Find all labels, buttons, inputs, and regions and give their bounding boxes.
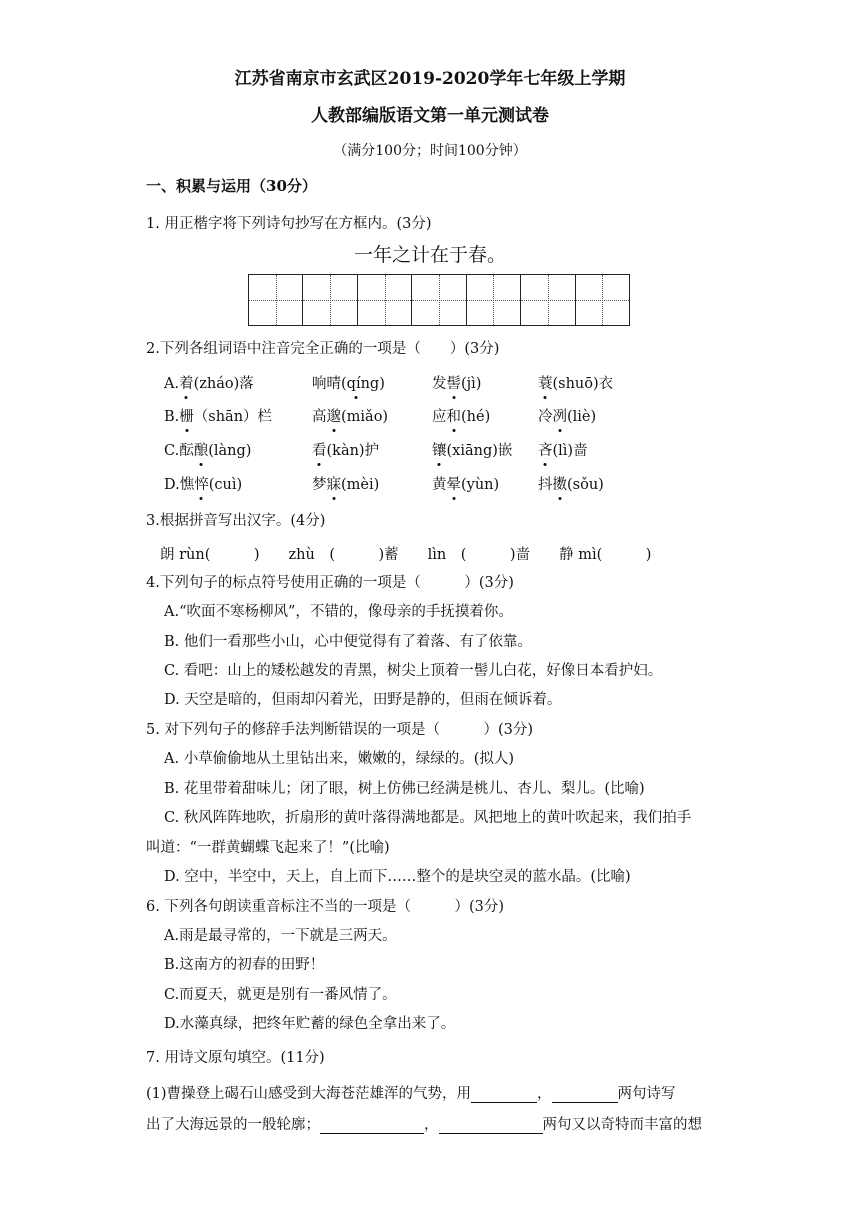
grid-cell[interactable]: [358, 275, 412, 325]
q6-option-c: C.而夏天，就更是别有一番风情了。: [164, 987, 397, 1003]
q4-option-d: D. 天空是暗的，但雨却闪着光，田野是静的，但雨在倾诉着。: [164, 692, 562, 708]
question-5: 5. 对下列句子的修辞手法判断错误的一项是（ ）(3分): [146, 722, 533, 738]
grid-cell[interactable]: [576, 275, 629, 325]
question-7: 7. 用诗文原句填空。(11分): [146, 1050, 325, 1066]
grid-cell[interactable]: [303, 275, 357, 325]
q7-part1-line1: (1)曹操登上碣石山感受到大海苍茫雄浑的气势，用 ， 两句诗写: [146, 1086, 676, 1102]
question-3: 3.根据拼音写出汉字。(4分): [146, 513, 326, 529]
grid-cell[interactable]: [521, 275, 575, 325]
q5-option-a: A. 小草偷偷地从土里钻出来，嫩嫩的，绿绿的。(拟人): [164, 751, 515, 767]
question-2: 2.下列各组词语中注音完全正确的一项是（ ）(3分): [146, 341, 500, 357]
exam-page: 江苏省南京市玄武区2019-2020学年七年级上学期 人教部编版语文第一单元测试卷 （满分100分；时间100分钟） 一、积累与运用（30分） 1. 用正楷字将下列诗句抄写在方框内。(3分) 一年之计在于春。 2.下列各组词语中注音完全正确的一项是（ ）(3分) A.着(zháo)落 响晴(qíng) 发髻(jì) 蓑(shuō)衣 B.栅（shān）栏 高邈(miǎo) 应和(hé) 冷冽(liè) C.酝酿(làng) 看(kàn)护 镶(xiāng)嵌 吝(lì)啬 D.憔悴(cuì) 梦寐(mèi) 黄晕(yùn) 抖擞(sǒu) 3.根据拼音写出汉字。(4分) 朗 rùn( ) zhù ( )蓄 lìn ( )啬 静 mì( ) 4.下列句子的标点符号使用正确的一项是（ ）(3分) A.“吹面不寒杨柳风”，不错的，像母亲的手抚摸着你。 B. 他们一看那些小山，心中便觉得有了着落、有了依靠。 C. 看吧：山上的矮松越发的青黑，树尖上顶着一髻儿白花，好像日本看护妇。 D. 天空是暗的，但雨却闪着光，田野是静的，但雨在倾诉着。 5. 对下列句子的修辞手法判断错误的一项是（ ）(3分) A. 小草偷偷地从土里钻出来，嫩嫩的，绿绿的。(拟人) B. 花里带着甜味儿；闭了眼，树上仿佛已经满是桃儿、杏儿、梨儿。(比喻) C. 秋风阵阵地吹，折扇形的黄叶落得满地都是。风把地上的黄叶吹起来，我们拍手 叫道：“一群黄蝴蝶飞起来了！”(比喻) D. 空中，半空中，天上，自上而下……整个的是块空灵的蓝水晶。(比喻) 6. 下列各句朗读重音标注不当的一项是（ ）(3分) A.雨是最寻常的，一下就是三两天。 B.这南方的初春的田野！ C.而夏天，就更是别有一番风情了。 D.水藻真绿，把终年贮蓄的绿色全拿出来了。 7. 用诗文原句填空。(11分) (1)曹操登上碣石山感受到大海苍茫雄浑的气势，用 ， 两句诗写 出了大海远景的一般轮廓； ， 两句又以奇特而丰富的想: [0, 0, 860, 1216]
writing-grid[interactable]: [248, 274, 630, 326]
grid-cell[interactable]: [412, 275, 466, 325]
answer-blank[interactable]: [471, 1102, 537, 1103]
exam-subtitle: （满分100分；时间100分钟）: [333, 143, 527, 159]
q5-option-c: C. 秋风阵阵地吹，折扇形的黄叶落得满地都是。风把地上的黄叶吹起来，我们拍手: [164, 810, 692, 826]
exam-title-line1: 江苏省南京市玄武区2019-2020学年七年级上学期: [234, 69, 626, 89]
question-4: 4.下列句子的标点符号使用正确的一项是（ ）(3分): [146, 575, 514, 591]
grid-cell[interactable]: [249, 275, 303, 325]
answer-blank[interactable]: [320, 1133, 424, 1134]
q6-option-d: D.水藻真绿，把终年贮蓄的绿色全拿出来了。: [164, 1016, 456, 1032]
q5-option-b: B. 花里带着甜味儿；闭了眼，树上仿佛已经满是桃儿、杏儿、梨儿。(比喻): [164, 781, 645, 797]
q4-option-a: A.“吹面不寒杨柳风”，不错的，像母亲的手抚摸着你。: [164, 604, 513, 620]
question-6: 6. 下列各句朗读重音标注不当的一项是（ ）(3分): [146, 899, 504, 915]
section-heading: 一、积累与运用（30分）: [146, 177, 317, 195]
q4-option-c: C. 看吧：山上的矮松越发的青黑，树尖上顶着一髻儿白花，好像日本看护妇。: [164, 663, 663, 679]
exam-title-line2: 人教部编版语文第一单元测试卷: [311, 106, 549, 126]
q4-option-b: B. 他们一看那些小山，心中便觉得有了着落、有了依靠。: [164, 634, 532, 650]
question-1: 1. 用正楷字将下列诗句抄写在方框内。(3分): [146, 216, 432, 232]
q6-option-b: B.这南方的初春的田野！: [164, 957, 325, 973]
q3-blanks[interactable]: 朗 rùn( ) zhù ( )蓄 lìn ( )啬 静 mì( ): [160, 547, 652, 563]
q7-part1-line2: 出了大海远景的一般轮廓； ， 两句又以奇特而丰富的想: [146, 1117, 702, 1133]
answer-blank[interactable]: [439, 1133, 543, 1134]
poem-line: 一年之计在于春。: [353, 244, 506, 266]
answer-blank[interactable]: [552, 1102, 618, 1103]
q5-option-d: D. 空中，半空中，天上，自上而下……整个的是块空灵的蓝水晶。(比喻): [164, 869, 631, 885]
q5-option-c-cont: 叫道：“一群黄蝴蝶飞起来了！”(比喻): [146, 840, 390, 856]
q6-option-a: A.雨是最寻常的，一下就是三两天。: [164, 928, 397, 944]
grid-cell[interactable]: [467, 275, 521, 325]
